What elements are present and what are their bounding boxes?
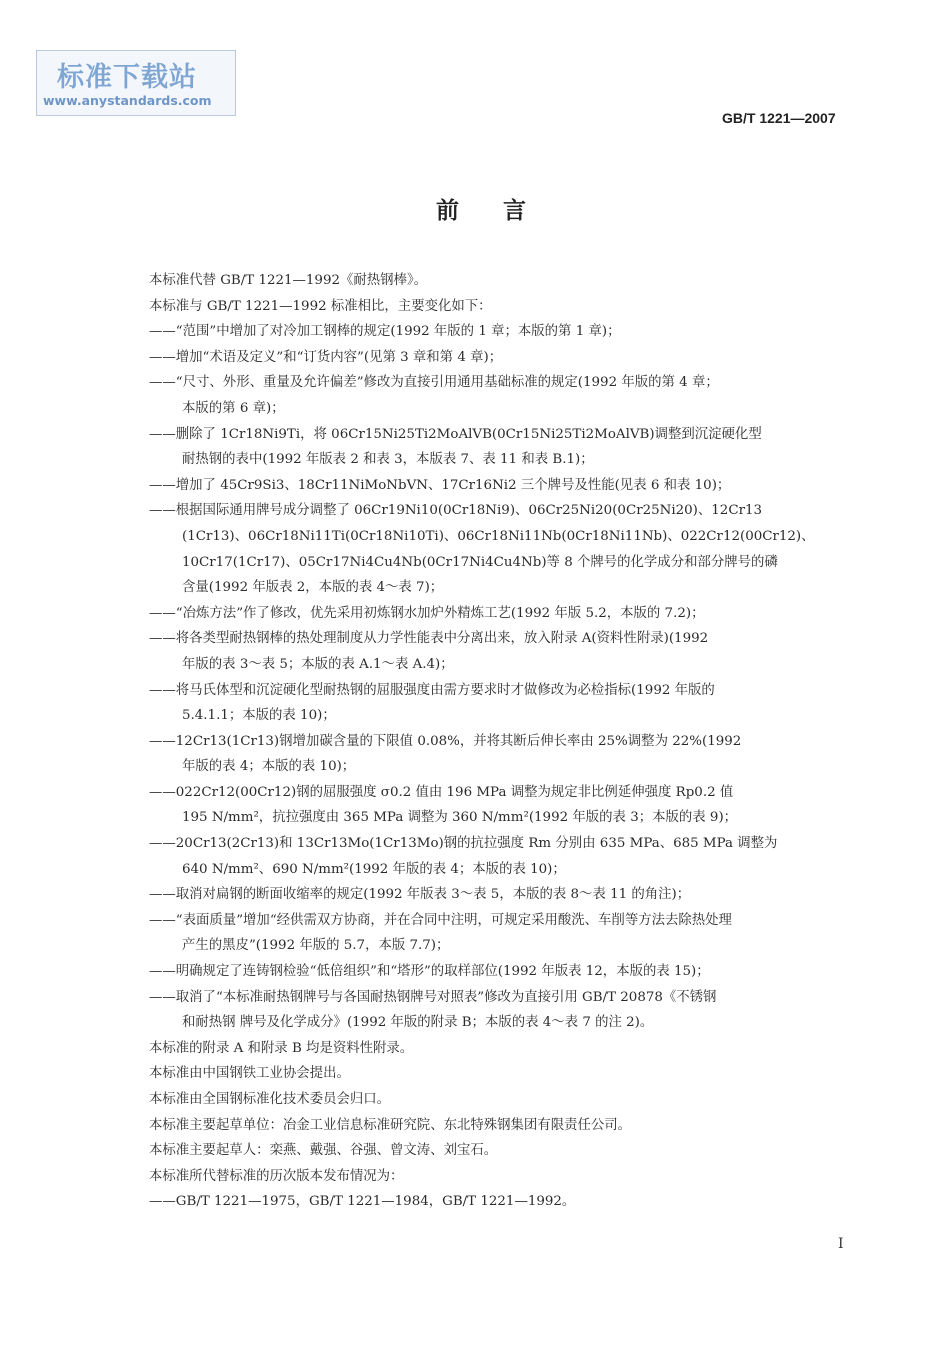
watermark-title: 标准下载站 bbox=[57, 62, 197, 93]
body-line: ——根据国际通用牌号成分调整了 06Cr19Ni10(0Cr18Ni9)、06Cr25Ni20(0Cr25Ni20)、12Cr13 bbox=[149, 503, 763, 519]
body-line: ——12Cr13(1Cr13)钢增加碳含量的下限值 0.08%，并将其断后伸长率由 25%调整为 22%(1992 bbox=[149, 733, 742, 749]
body-line: ——删除了 1Cr18Ni9Ti，将 06Cr15Ni25Ti2MoAlVB(0Cr15Ni25Ti2MoAlVB)调整到沉淀硬化型 bbox=[149, 426, 762, 442]
body-line: ——“尺寸、外形、重量及允许偏差”修改为直接引用通用基础标准的规定(1992 年版的第 4 章； bbox=[149, 375, 719, 391]
body-line: 本标准主要起草单位：冶金工业信息标准研究院、东北特殊钢集团有限责任公司。 bbox=[149, 1117, 632, 1133]
page-title: 前言 bbox=[436, 198, 570, 224]
body-line: 5.4.1.1；本版的表 10)； bbox=[182, 708, 336, 724]
body-line: ——“表面质量”增加“经供需双方协商，并在合同中注明，可规定采用酸洗、车削等方法去除热处理 bbox=[149, 912, 732, 928]
body-line: 含量(1992 年版表 2，本版的表 4～表 7)； bbox=[182, 580, 444, 596]
body-line: ——明确规定了连铸钢检验“低倍组织”和“塔形”的取样部位(1992 年版表 12，本版的表 15)； bbox=[149, 964, 710, 980]
body-line: ——“冶炼方法”作了修改，优先采用初炼钢水加炉外精炼工艺(1992 年版 5.2，本版的 7.2)； bbox=[149, 605, 705, 621]
body-line: 本标准所代替标准的历次版本发布情况为： bbox=[149, 1168, 404, 1184]
body-line: (1Cr13)、06Cr18Ni11Ti(0Cr18Ni10Ti)、06Cr18Ni11Nb(0Cr18Ni11Nb)、022Cr12(00Cr12)、 bbox=[182, 528, 815, 544]
document-code: GB/T 1221—2007 bbox=[722, 110, 836, 126]
body-line: 和耐热钢 牌号及化学成分》(1992 年版的附录 B；本版的表 4～表 7 的注 2)。 bbox=[182, 1015, 654, 1031]
body-line: 年版的表 3～表 5；本版的表 A.1～表 A.4)； bbox=[182, 656, 454, 672]
foreword-body bbox=[149, 268, 859, 1215]
body-line: 耐热钢的表中(1992 年版表 2 和表 3，本版表 7、表 11 和表 B.1)； bbox=[182, 452, 594, 468]
body-line: 195 N/mm²，抗拉强度由 365 MPa 调整为 360 N/mm²(1992 年版的表 3；本版的表 9)； bbox=[182, 810, 738, 826]
body-line: 本标准由全国钢标准化技术委员会归口。 bbox=[149, 1092, 391, 1107]
body-line: 年版的表 4；本版的表 10)； bbox=[182, 759, 356, 775]
body-line: 本标准的附录 A 和附录 B 均是资料性附录。 bbox=[149, 1040, 414, 1056]
body-line: ——将马氏体型和沉淀硬化型耐热钢的屈服强度由需方要求时才做修改为必检指标(1992 年版的 bbox=[149, 682, 715, 698]
watermark-url: www.anystandards.com bbox=[43, 93, 212, 108]
body-line: ——取消了“本标准耐热钢牌号与各国耐热钢牌号对照表”修改为直接引用 GB/T 20878《不锈钢 bbox=[149, 989, 717, 1005]
body-line: 10Cr17(1Cr17)、05Cr17Ni4Cu4Nb(0Cr17Ni4Cu4Nb)等 8 个牌号的化学成分和部分牌号的磷 bbox=[182, 554, 778, 570]
body-line: 本标准代替 GB/T 1221—1992《耐热钢棒》。 bbox=[149, 273, 428, 288]
body-line: ——增加了 45Cr9Si3、18Cr11NiMoNbVN、17Cr16Ni2 三个牌号及性能(见表 6 和表 10)； bbox=[149, 477, 731, 493]
body-line: ——GB/T 1221—1975，GB/T 1221—1984，GB/T 1221—1992。 bbox=[149, 1194, 576, 1210]
body-line: 本版的第 6 章)； bbox=[182, 400, 285, 416]
body-line: ——将各类型耐热钢棒的热处理制度从力学性能表中分离出来，放入附录 A(资料性附录)(1992 bbox=[149, 631, 709, 647]
body-line: 本标准主要起草人：栾燕、戴强、谷强、曾文涛、刘宝石。 bbox=[149, 1143, 498, 1159]
body-line: 本标准由中国钢铁工业协会提出。 bbox=[149, 1066, 350, 1082]
body-line: 本标准与 GB/T 1221—1992 标准相比，主要变化如下： bbox=[149, 298, 492, 314]
body-line: ——022Cr12(00Cr12)钢的屈服强度 σ0.2 值由 196 MPa 调整为规定非比例延伸强度 Rp0.2 值 bbox=[149, 784, 734, 800]
body-line: ——20Cr13(2Cr13)和 13Cr13Mo(1Cr13Mo)钢的抗拉强度 Rm 分别由 635 MPa、685 MPa 调整为 bbox=[149, 836, 778, 852]
body-line: ——“范围”中增加了对冷加工钢棒的规定(1992 年版的 1 章；本版的第 1 章)； bbox=[149, 324, 621, 340]
body-line: ——增加“术语及定义”和“订货内容”(见第 3 章和第 4 章)； bbox=[149, 349, 503, 365]
page-number: I bbox=[838, 1236, 844, 1252]
body-line: ——取消对扁钢的断面收缩率的规定(1992 年版表 3～表 5，本版的表 8～表 11 的角注)； bbox=[149, 887, 691, 903]
watermark-logo bbox=[36, 50, 236, 116]
body-line: 产生的黑皮”(1992 年版的 5.7，本版 7.7)； bbox=[182, 938, 450, 954]
body-line: 640 N/mm²、690 N/mm²(1992 年版的表 4；本版的表 10)； bbox=[182, 861, 566, 877]
